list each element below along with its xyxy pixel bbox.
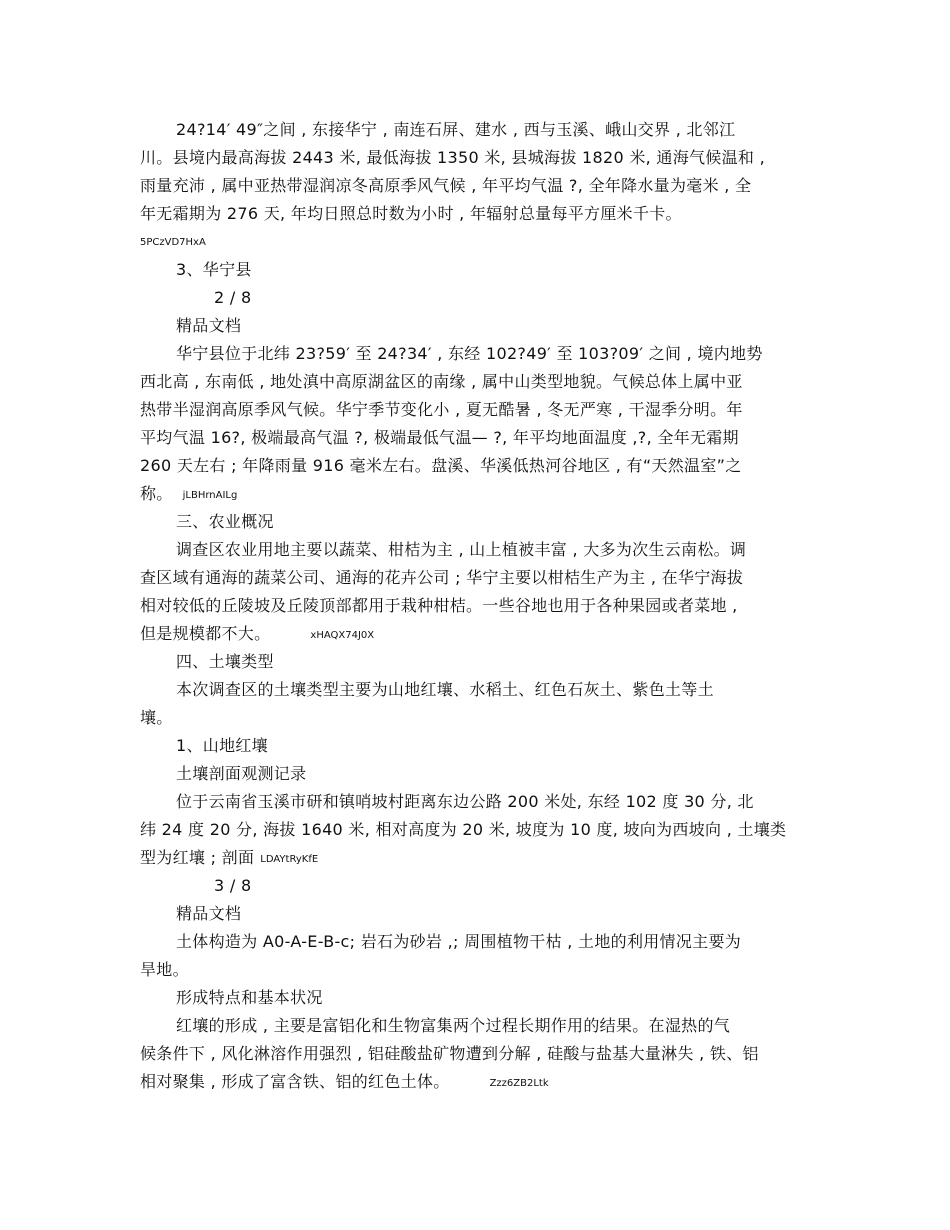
doc-code: LDAYtRyKfE	[260, 854, 319, 865]
text-line: 称。 jLBHrnAILg	[140, 484, 238, 503]
text-line: 260 天左右 ; 年降雨量 916 毫米左右。盘溪、华溪低热河谷地区 , 有“天然温室”之	[140, 456, 742, 475]
text-line: 型为红壤 ; 剖面 LDAYtRyKfE	[140, 848, 319, 867]
text-line: 相对较低的丘陵坡及丘陵顶部都用于栽种柑桔。一些谷地也用于各种果园或者菜地 ,	[140, 596, 738, 615]
text-line: 相对聚集 , 形成了富含铁、铝的红色土体。 Zzz6ZB2Ltk	[140, 1072, 549, 1091]
text-line: 纬 24 度 20 分, 海拔 1640 米, 相对高度为 20 米, 坡度为 10 度, 坡向为西坡向 , 土壤类	[140, 820, 787, 839]
doc-code: xHAQX74J0X	[310, 630, 375, 641]
doc-code: jLBHrnAILg	[182, 490, 238, 501]
text-line: 红壤的形成 , 主要是富铝化和生物富集两个过程长期作用的结果。在湿热的气	[176, 1016, 731, 1035]
page-number: 2 / 8	[214, 288, 252, 307]
subheading: 形成特点和基本状况	[176, 988, 323, 1007]
page-header: 精品文档	[176, 316, 242, 335]
text-line: 华宁县位于北纬 23?59′ 至 24?34′ , 东经 102?49′ 至 103?09′ 之间 , 境内地势	[176, 344, 763, 363]
text-line: 位于云南省玉溪市研和镇哨坡村距离东边公路 200 米处, 东经 102 度 30 分, 北	[176, 792, 754, 811]
page-number: 3 / 8	[214, 876, 252, 895]
text-line: 壤。	[140, 708, 173, 727]
section-heading: 1、山地红壤	[176, 736, 268, 755]
text-line: 候条件下 , 风化淋溶作用强烈 , 铝硅酸盐矿物遭到分解 , 硅酸与盐基大量淋失 , 铁、铝	[140, 1044, 759, 1063]
text-line: 平均气温 16?, 极端最高气温 ?, 极端最低气温— ?, 年平均地面温度 ,?, 全年无霜期	[140, 428, 739, 447]
text-line: 24?14′ 49″之间 , 东接华宁 , 南连石屏、建水 , 西与玉溪、峨山交界 , 北邻江	[176, 120, 736, 139]
text-line: 雨量充沛 , 属中亚热带湿润凉冬高原季风气候 , 年平均气温 ?, 全年降水量为毫米 , 全	[140, 176, 752, 195]
text-line: 川。县境内最高海拔 2443 米, 最低海拔 1350 米, 县城海拔 1820 米, 通海气候温和 ,	[140, 148, 765, 167]
doc-code: Zzz6ZB2Ltk	[489, 1078, 549, 1089]
subheading: 土壤剖面观测记录	[176, 764, 307, 783]
text-line: 查区域有通海的蔬菜公司、通海的花卉公司 ; 华宁主要以柑桔生产为主 , 在华宁海拔	[140, 568, 744, 587]
page-header: 精品文档	[176, 904, 242, 923]
text-line: 西北高 , 东南低 , 地处滇中高原湖盆区的南缘 , 属中山类型地貌。气候总体上属中亚	[140, 372, 743, 391]
text-line: 本次调查区的土壤类型主要为山地红壤、水稻土、红色石灰土、紫色土等土	[176, 680, 714, 699]
section-heading: 三、农业概况	[176, 512, 274, 531]
text-line: 热带半湿润高原季风气候。华宁季节变化小 , 夏无酷暑 , 冬无严寒 , 干湿季分明。年	[140, 400, 743, 419]
text-line: 调查区农业用地主要以蔬菜、柑桔为主 , 山上植被丰富 , 大多为次生云南松。调	[176, 540, 747, 559]
section-heading: 3、华宁县	[176, 260, 252, 279]
doc-code: 5PCzVD7HxA	[140, 237, 206, 248]
text-line: 年无霜期为 276 天, 年均日照总时数为小时 , 年辐射总量每平方厘米千卡。	[140, 204, 682, 223]
text-line: 旱地。	[140, 960, 189, 979]
section-heading: 四、土壤类型	[176, 652, 274, 671]
text-line: 土体构造为 A0-A-E-B-c; 岩石为砂岩 ,; 周围植物干枯 , 土地的利用情况主要为	[176, 932, 742, 951]
text-line: 但是规模都不大。 xHAQX74J0X	[140, 624, 375, 643]
